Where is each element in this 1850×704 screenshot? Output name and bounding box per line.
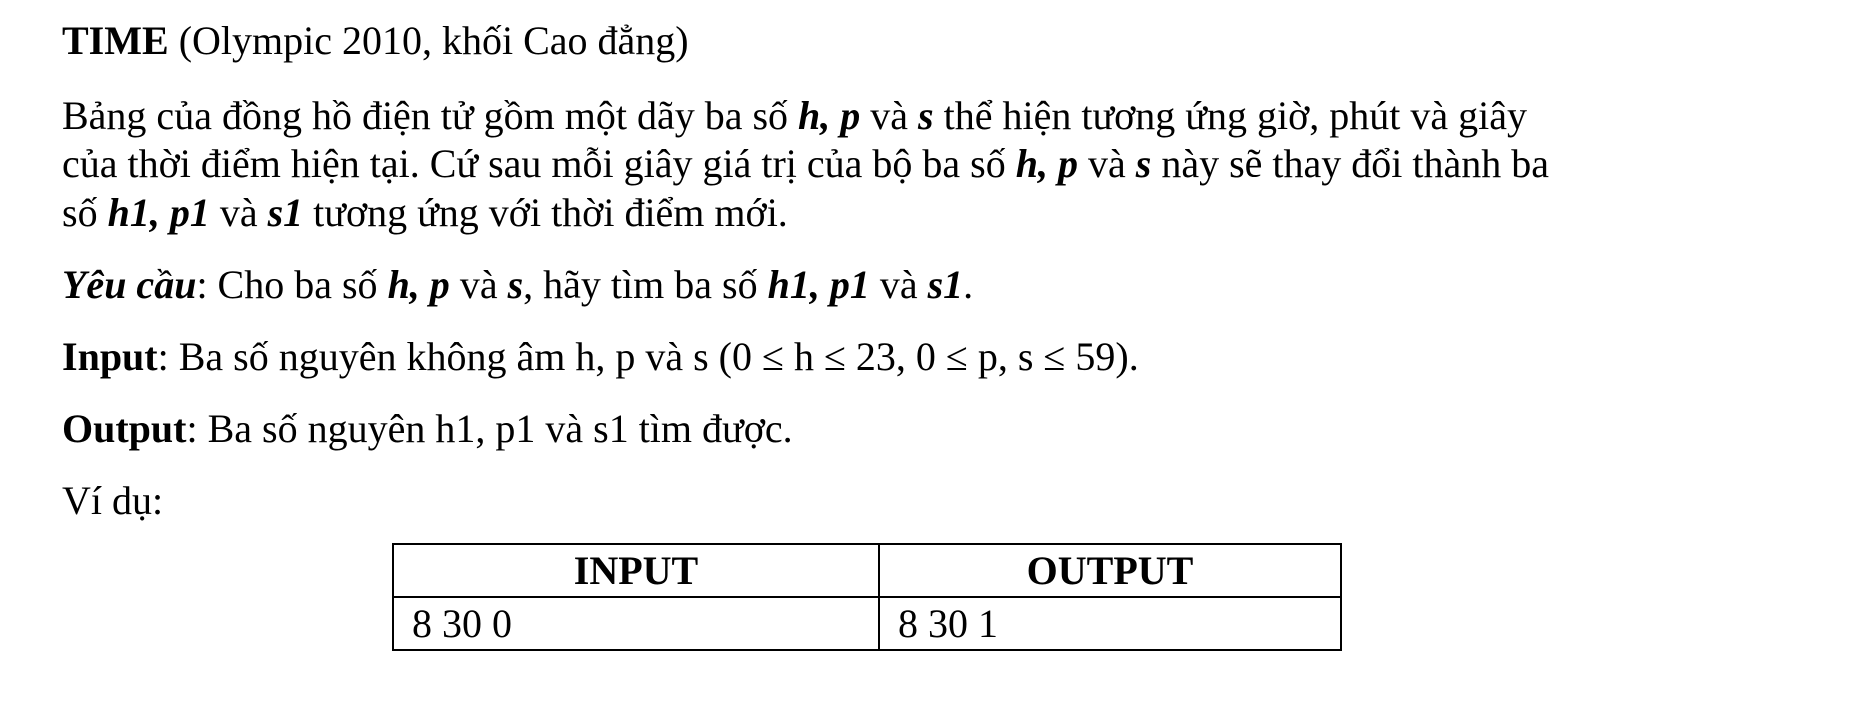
variable: s1 [267, 190, 304, 235]
text: và [449, 262, 508, 307]
text: tương ứng với thời điểm mới. [303, 190, 788, 235]
requirement-line [62, 261, 973, 309]
example-label: Ví dụ: [62, 478, 164, 523]
variable: s [1135, 141, 1152, 186]
text: và [1077, 141, 1136, 186]
example-table [392, 543, 1342, 651]
problem-title [62, 17, 689, 65]
header-output: OUTPUT [879, 544, 1341, 597]
description-line-1 [62, 92, 1527, 140]
text: số [62, 190, 108, 235]
text: và [860, 93, 919, 138]
output-text: : Ba số nguyên h1, p1 và s1 tìm được. [186, 406, 793, 451]
variable: h, p [387, 262, 450, 307]
variable: h, p [798, 93, 861, 138]
variable: h1, p1 [767, 262, 870, 307]
variable: h1, p1 [107, 190, 210, 235]
text: , hãy tìm ba số [523, 262, 768, 307]
input-text: : Ba số nguyên không âm h, p và s (0 ≤ h ≤ 23, 0 ≤ p, s ≤ 59). [157, 334, 1139, 379]
table-header-row [393, 544, 1341, 597]
requirement-label: Yêu cầu [62, 262, 197, 307]
problem-subtitle: (Olympic 2010, khối Cao đẳng) [178, 18, 689, 63]
cell-output: 8 30 1 [879, 597, 1341, 650]
variable: h, p [1015, 141, 1078, 186]
output-label: Output [62, 406, 187, 451]
text: của thời điểm hiện tại. Cứ sau mỗi giây giá trị của bộ ba số [62, 141, 1016, 186]
input-line [62, 333, 1139, 381]
text: và [209, 190, 268, 235]
text: Bảng của đồng hồ điện tử gồm một dãy ba số [62, 93, 799, 138]
variable: s1 [927, 262, 964, 307]
input-label: Input [62, 334, 158, 379]
text: và [869, 262, 928, 307]
text: . [963, 262, 974, 307]
description-line-3 [62, 189, 788, 237]
variable: s [507, 262, 524, 307]
header-input: INPUT [393, 544, 879, 597]
table-row [393, 597, 1341, 650]
output-line [62, 405, 793, 453]
problem-name: TIME [62, 18, 169, 63]
text: : Cho ba số [196, 262, 388, 307]
cell-input: 8 30 0 [393, 597, 879, 650]
text: này sẽ thay đổi thành ba [1151, 141, 1550, 186]
text: thể hiện tương ứng giờ, phút và giây [933, 93, 1527, 138]
description-line-2 [62, 140, 1549, 188]
variable: s [918, 93, 934, 138]
